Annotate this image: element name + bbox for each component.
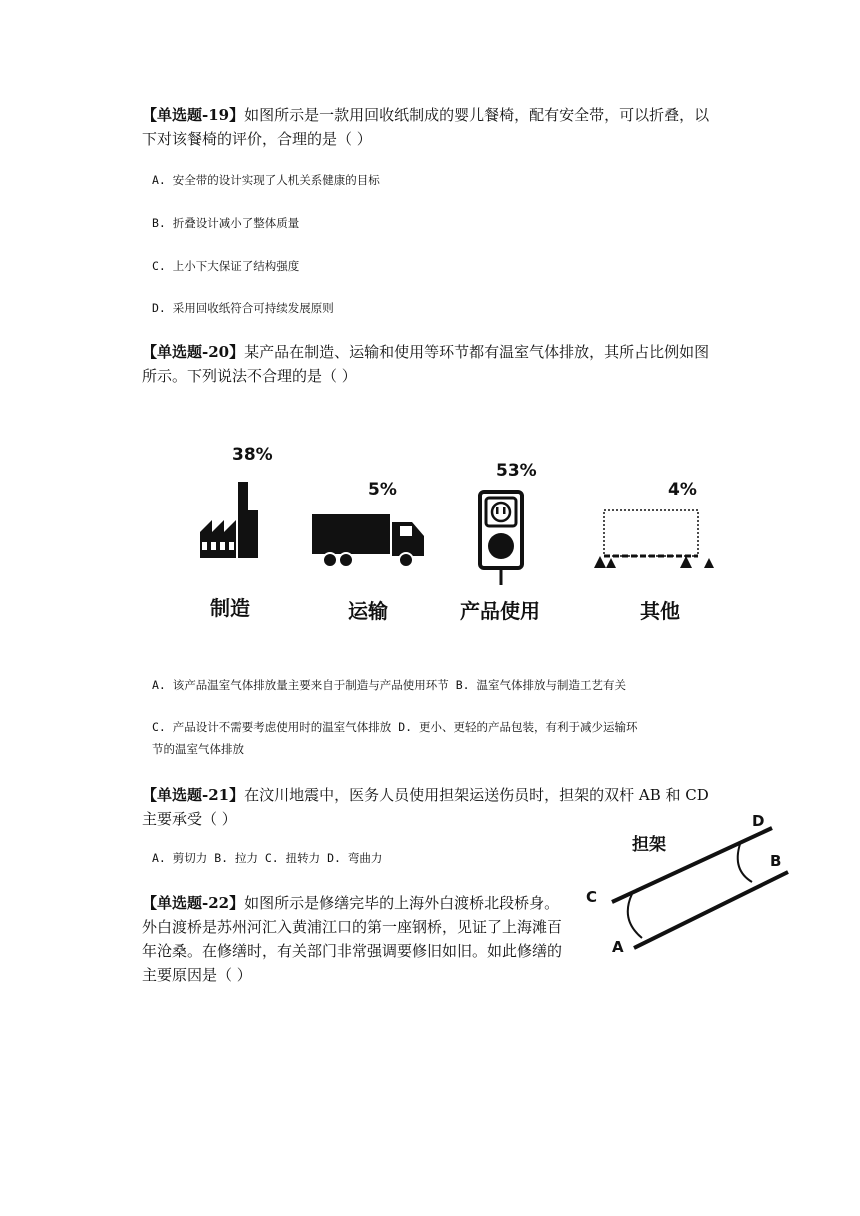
- question-19-option-a: A. 安全带的设计实现了人机关系健康的目标: [152, 173, 380, 187]
- label-transport: 运输: [348, 599, 388, 623]
- dashed-frame-icon: [594, 510, 714, 568]
- percent-usage: 53%: [496, 461, 537, 481]
- point-a-label: A: [612, 938, 624, 956]
- question-20-stem: [142, 340, 722, 388]
- percent-other: 4%: [668, 480, 697, 500]
- question-20-options-line1: A. 该产品温室气体排放量主要来自于制造与产品使用环节 B. 温室气体排放与制造工艺有关: [152, 678, 626, 692]
- label-other: 其他: [640, 599, 680, 623]
- question-19-tag: 【单选题-19】: [142, 106, 245, 124]
- percent-manufacture: 38%: [232, 445, 273, 465]
- question-19-option-b: B. 折叠设计减小了整体质量: [152, 216, 300, 230]
- question-22-text: 如图所示是修缮完毕的上海外白渡桥北段桥身。外白渡桥是苏州河汇入黄浦江口的第一座钢桥，见证了上海滩百年沧桑。在修缮时，有关部门非常强调要修旧如旧。如此修缮的主要原因是（ ）: [142, 894, 563, 984]
- question-21-options: A. 剪切力 B. 拉力 C. 扭转力 D. 弯曲力: [152, 851, 383, 865]
- question-22-tag: 【单选题-22】: [142, 894, 245, 912]
- question-20-options-line2: C. 产品设计不需要考虑使用时的温室气体排放 D. 更小、更轻的产品包装，有利于减少运输环: [152, 720, 638, 734]
- percent-transport: 5%: [368, 480, 397, 500]
- stretcher-figure: [582, 810, 802, 960]
- question-19-text: 如图所示是一款用回收纸制成的婴儿餐椅，配有安全带，可以折叠，以下对该餐椅的评价，合理的是（ ）: [142, 106, 710, 148]
- question-19-option-c: C. 上小下大保证了结构强度: [152, 259, 300, 273]
- question-21-tag: 【单选题-21】: [142, 786, 245, 804]
- question-21-text: 在汶川地震中，医务人员使用担架运送伤员时，担架的双杆 AB 和 CD 主要承受（ ）: [142, 786, 709, 828]
- power-socket-icon: [480, 492, 522, 585]
- emission-figure: [180, 440, 740, 630]
- label-manufacture: 制造: [210, 596, 250, 620]
- question-20-tag: 【单选题-20】: [142, 343, 245, 361]
- point-b-label: B: [770, 852, 782, 870]
- point-c-label: C: [586, 888, 598, 906]
- label-usage: 产品使用: [460, 599, 540, 623]
- stretcher-title: 担架: [632, 835, 666, 855]
- truck-icon: [312, 514, 424, 567]
- emission-icons: [180, 470, 740, 590]
- factory-icon: [200, 482, 258, 558]
- question-20-options-line3: 节的温室气体排放: [152, 742, 244, 756]
- question-20-text: 某产品在制造、运输和使用等环节都有温室气体排放，其所占比例如图所示。下列说法不合理的是（ ）: [142, 343, 710, 385]
- point-d-label: D: [752, 812, 765, 830]
- question-22-stem: [142, 891, 574, 987]
- question-19-stem: [142, 103, 722, 151]
- question-19-option-d: D. 采用回收纸符合可持续发展原则: [152, 301, 334, 315]
